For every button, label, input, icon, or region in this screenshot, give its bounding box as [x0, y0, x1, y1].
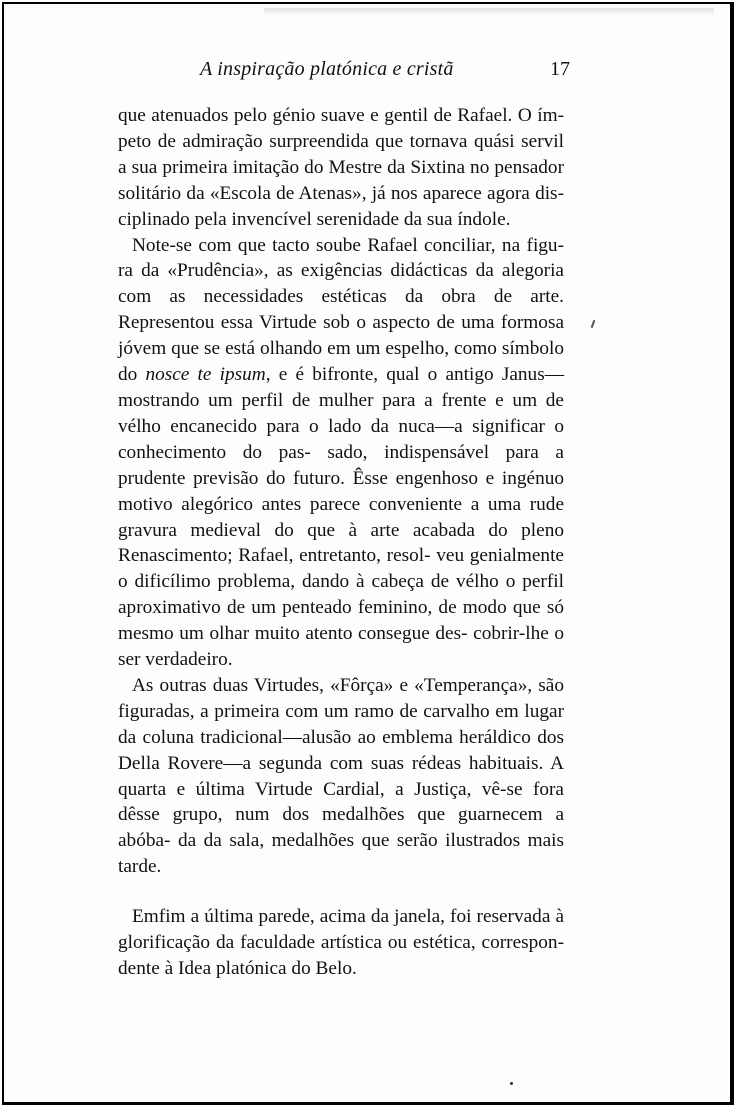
text-line: ciplinado pela invencível serenidade da sua índole. [118, 208, 511, 230]
text-line: dos Della Rovere—a segunda com suas rédeas habituais. [118, 726, 564, 774]
paragraph [118, 904, 564, 982]
text-line: sado, indispensável para a prudente previsão do futuro. [118, 441, 564, 489]
scan-dot [510, 1082, 513, 1085]
text-line: perfil de mulher para a frente e um de vélho encanecido [118, 389, 564, 437]
text-line: ipsum, e é bifronte, qual o antigo Janus—mostrando um [118, 364, 564, 411]
text-line: que atenuados pelo génio suave e gentil de Rafael. O ím- [118, 105, 564, 126]
text-line: conveniente a uma rude gravura medieval do que à arte [118, 493, 565, 541]
text-line: Emfim a última parede, acima da janela, foi reservada [132, 906, 556, 928]
text-line: Note-se com que tacto soube Rafael conciliar, na figu- [132, 234, 564, 256]
text-line: da da sala, medalhões que serão ilustrados mais tarde. [118, 830, 564, 878]
scan-smudge [264, 8, 714, 16]
text-line: essa Virtude sob o aspecto de uma formosa jóvem que se [118, 312, 564, 360]
text-line: vélho o perfil aproximativo de um penteado feminino, de [118, 571, 564, 619]
text-line: está olhando em um espelho, como símbolo do nosce te [118, 338, 565, 386]
text-line: lugar da coluna tradicional—alusão ao emblema heráldico [118, 700, 564, 748]
text-line: ra da «Prudência», as exigências didácticas da alegoria [118, 260, 564, 282]
text-line: são figuradas, a primeira com um ramo de carvalho em [118, 674, 564, 722]
text-line: cobrir-lhe o ser verdadeiro. [118, 623, 565, 671]
paragraph [118, 103, 564, 233]
paragraph [118, 233, 564, 673]
text-line: modo que só mesmo um olhar muito atento consegue des- [118, 597, 565, 645]
text-body [118, 103, 564, 982]
text-line: acabada do pleno Renascimento; Rafael, entretanto, resol- [118, 519, 564, 567]
running-head [120, 58, 570, 90]
text-line: para o lado da nuca—a significar o conhecimento do pas- [118, 415, 565, 463]
text-line: com as necessidades estéticas da obra de arte. Representou [118, 286, 564, 334]
text-line: veu genialmente o dificílimo problema, dando à cabeça de [118, 545, 564, 593]
text-line: sua primeira imitação do Mestre da Sixtina no pensador [131, 156, 564, 178]
text-line: solitário da «Escola de Atenas», já nos aparece agora dis- [118, 182, 564, 204]
paragraph [118, 673, 564, 880]
running-title: A inspiração platónica e cristã [200, 58, 454, 80]
text-line: peto de admiração surpreendida que tornava quási servil a [118, 130, 564, 178]
text-line: As outras duas Virtudes, «Fôrça» e «Temperança», [132, 674, 539, 696]
text-line: à glorificação da faculdade artística ou estética, correspon- [118, 906, 564, 954]
text-line: Êsse engenhoso e ingénuo motivo alegórico antes parece [118, 467, 564, 515]
page-number: 17 [550, 58, 570, 80]
text-line: dente à Idea platónica do Belo. [118, 958, 357, 979]
text-line: dêsse grupo, num dos medalhões que guarnecem a abóba- [118, 804, 564, 852]
text-line: A quarta e última Virtude Cardial, a Justiça, vê-se fora [118, 752, 564, 800]
